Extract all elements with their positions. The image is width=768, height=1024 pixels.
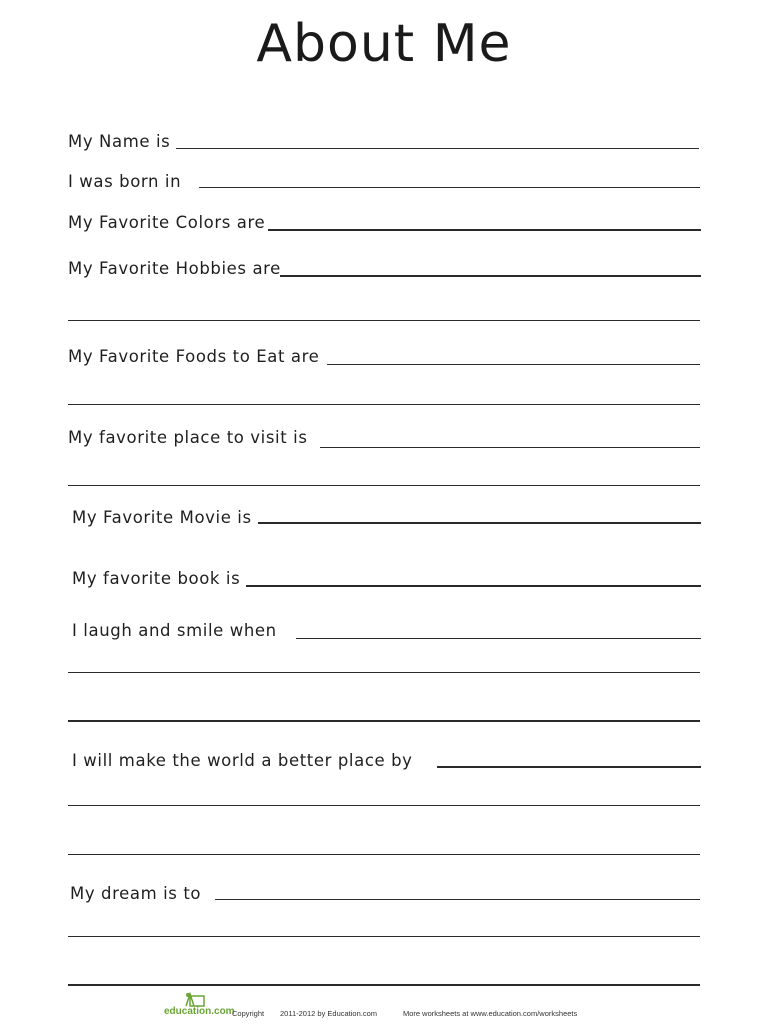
answer-line-laugh[interactable] bbox=[296, 638, 701, 639]
answer-line-hobbies[interactable] bbox=[280, 275, 701, 277]
education-logo-text: education.com bbox=[164, 1006, 235, 1017]
footer-more-link[interactable]: More worksheets at www.education.com/worksheets bbox=[403, 1009, 578, 1018]
prompt-movie: My Favorite Movie is bbox=[72, 508, 252, 527]
page-title: About Me bbox=[256, 14, 512, 74]
answer-line-world[interactable] bbox=[437, 766, 701, 768]
answer-line-foods[interactable] bbox=[327, 364, 700, 365]
answer-line-laugh-3[interactable] bbox=[68, 720, 700, 722]
prompt-laugh: I laugh and smile when bbox=[72, 621, 277, 640]
answer-line-laugh-2[interactable] bbox=[68, 672, 700, 673]
answer-line-dream-3[interactable] bbox=[68, 984, 700, 986]
footer bbox=[160, 990, 620, 1022]
footer-copyright: Copyright bbox=[232, 1009, 265, 1018]
answer-line-dream[interactable] bbox=[215, 899, 700, 900]
footer-years: 2011-2012 by Education.com bbox=[280, 1009, 378, 1018]
answer-line-colors[interactable] bbox=[268, 229, 701, 231]
prompt-foods: My Favorite Foods to Eat are bbox=[68, 347, 320, 366]
prompt-dream: My dream is to bbox=[70, 884, 202, 903]
answer-line-movie[interactable] bbox=[258, 522, 701, 524]
answer-line-book[interactable] bbox=[246, 585, 701, 587]
answer-line-place-2[interactable] bbox=[68, 485, 700, 486]
answer-line-name[interactable] bbox=[176, 148, 699, 149]
prompt-colors: My Favorite Colors are bbox=[68, 213, 266, 232]
prompt-world: I will make the world a better place by bbox=[72, 751, 413, 770]
answer-line-born[interactable] bbox=[199, 187, 700, 188]
prompt-book: My favorite book is bbox=[72, 569, 241, 588]
prompt-name: My Name is bbox=[68, 132, 171, 151]
answer-line-place[interactable] bbox=[320, 447, 700, 448]
prompt-born: I was born in bbox=[68, 172, 182, 191]
answer-line-hobbies-2[interactable] bbox=[68, 320, 700, 321]
answer-line-world-3[interactable] bbox=[68, 854, 700, 855]
prompt-place: My favorite place to visit is bbox=[68, 428, 308, 447]
answer-line-world-2[interactable] bbox=[68, 805, 700, 806]
answer-line-dream-2[interactable] bbox=[68, 936, 700, 937]
answer-line-foods-2[interactable] bbox=[68, 404, 700, 405]
prompt-hobbies: My Favorite Hobbies are bbox=[68, 259, 281, 278]
